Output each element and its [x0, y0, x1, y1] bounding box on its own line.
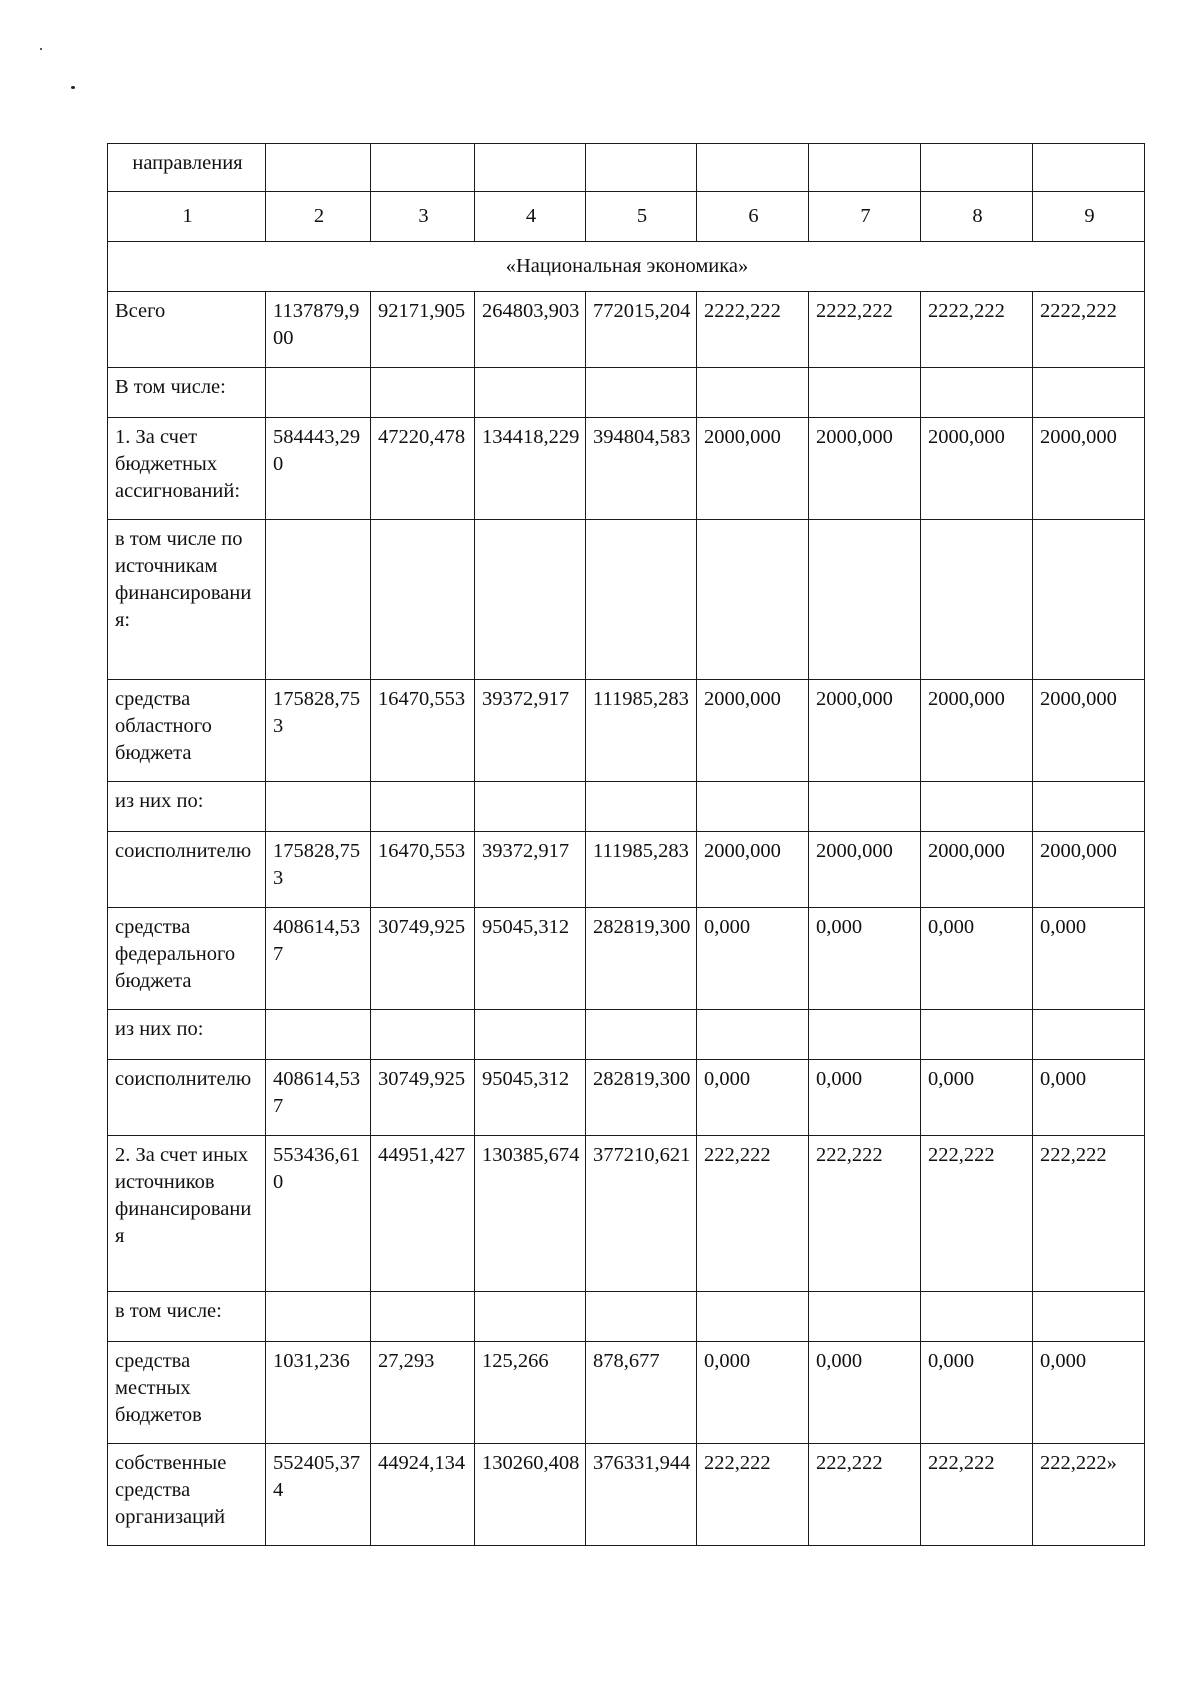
table-row: [108, 368, 1145, 418]
value-cell: 0,000: [1033, 1060, 1145, 1136]
value-cell: 408614,537: [266, 1060, 371, 1136]
row-label-cell: В том числе:: [108, 368, 266, 418]
header-empty-cell: [371, 144, 475, 192]
column-number-cell: 3: [371, 192, 475, 242]
value-cell: 47220,478: [371, 418, 475, 520]
table-row: [108, 1342, 1145, 1444]
value-cell: [809, 368, 921, 418]
value-cell: 30749,925: [371, 1060, 475, 1136]
value-cell: 0,000: [809, 908, 921, 1010]
header-row: [108, 144, 1145, 192]
value-cell: [1033, 1292, 1145, 1342]
value-cell: [371, 782, 475, 832]
value-cell: 408614,537: [266, 908, 371, 1010]
value-cell: 2222,222: [697, 292, 809, 368]
financing-table: [107, 143, 1145, 1546]
value-cell: [921, 782, 1033, 832]
column-number-cell: 1: [108, 192, 266, 242]
value-cell: [586, 520, 697, 680]
value-cell: [266, 1292, 371, 1342]
value-cell: [809, 1292, 921, 1342]
value-cell: 134418,229: [475, 418, 586, 520]
value-cell: 2000,000: [697, 418, 809, 520]
value-cell: [371, 1010, 475, 1060]
row-label-cell: Всего: [108, 292, 266, 368]
table-row: [108, 1292, 1145, 1342]
value-cell: 2000,000: [921, 418, 1033, 520]
value-cell: 222,222: [921, 1136, 1033, 1292]
value-cell: 0,000: [921, 908, 1033, 1010]
table-row: [108, 418, 1145, 520]
table-row: [108, 1060, 1145, 1136]
value-cell: 878,677: [586, 1342, 697, 1444]
value-cell: [266, 1010, 371, 1060]
value-cell: [475, 782, 586, 832]
value-cell: [1033, 520, 1145, 680]
scan-speck: [40, 48, 42, 50]
column-number-cell: 2: [266, 192, 371, 242]
value-cell: 16470,553: [371, 832, 475, 908]
column-number-cell: 7: [809, 192, 921, 242]
row-label-cell: средства областного бюджета: [108, 680, 266, 782]
value-cell: [921, 368, 1033, 418]
value-cell: 44924,134: [371, 1444, 475, 1546]
row-label-cell: средства федерального бюджета: [108, 908, 266, 1010]
value-cell: 0,000: [697, 1060, 809, 1136]
value-cell: [1033, 1010, 1145, 1060]
value-cell: 125,266: [475, 1342, 586, 1444]
value-cell: 0,000: [809, 1060, 921, 1136]
table-row: [108, 1136, 1145, 1292]
value-cell: 95045,312: [475, 1060, 586, 1136]
value-cell: 130385,674: [475, 1136, 586, 1292]
value-cell: 111985,283: [586, 680, 697, 782]
value-cell: 772015,204: [586, 292, 697, 368]
value-cell: 27,293: [371, 1342, 475, 1444]
row-label-cell: в том числе:: [108, 1292, 266, 1342]
value-cell: [697, 1292, 809, 1342]
section-title-row: [108, 242, 1145, 292]
value-cell: 222,222: [697, 1136, 809, 1292]
table-row: [108, 520, 1145, 680]
table-row: [108, 782, 1145, 832]
row-label-cell: соисполнителю: [108, 832, 266, 908]
value-cell: [266, 520, 371, 680]
row-label-cell: средства местных бюджетов: [108, 1342, 266, 1444]
header-empty-cell: [809, 144, 921, 192]
table-row: [108, 832, 1145, 908]
value-cell: 377210,621: [586, 1136, 697, 1292]
value-cell: [697, 368, 809, 418]
row-label-cell: 2. За счет иных источников финансирования: [108, 1136, 266, 1292]
value-cell: 552405,374: [266, 1444, 371, 1546]
value-cell: 0,000: [697, 908, 809, 1010]
value-cell: 39372,917: [475, 680, 586, 782]
value-cell: 16470,553: [371, 680, 475, 782]
value-cell: [475, 1292, 586, 1342]
value-cell: 264803,903: [475, 292, 586, 368]
value-cell: 222,222: [809, 1444, 921, 1546]
value-cell: 39372,917: [475, 832, 586, 908]
value-cell: 130260,408: [475, 1444, 586, 1546]
data-rows: [108, 292, 1145, 1546]
row-label-cell: в том числе по источникам финансирования:: [108, 520, 266, 680]
value-cell: 282819,300: [586, 1060, 697, 1136]
value-cell: [371, 1292, 475, 1342]
table-row: [108, 292, 1145, 368]
value-cell: 1031,236: [266, 1342, 371, 1444]
value-cell: 2000,000: [1033, 418, 1145, 520]
value-cell: [266, 782, 371, 832]
header-empty-cell: [586, 144, 697, 192]
value-cell: [697, 1010, 809, 1060]
column-number-cell: 8: [921, 192, 1033, 242]
value-cell: 44951,427: [371, 1136, 475, 1292]
scan-speck: [71, 86, 75, 89]
row-label-cell: из них по:: [108, 782, 266, 832]
value-cell: [921, 1292, 1033, 1342]
section-title: «Национальная экономика»: [108, 242, 1145, 292]
header-empty-cell: [1033, 144, 1145, 192]
value-cell: [371, 368, 475, 418]
value-cell: 2000,000: [1033, 832, 1145, 908]
value-cell: 0,000: [921, 1342, 1033, 1444]
value-cell: 2222,222: [1033, 292, 1145, 368]
header-empty-cell: [697, 144, 809, 192]
header-empty-cell: [475, 144, 586, 192]
value-cell: [809, 1010, 921, 1060]
value-cell: 1137879,900: [266, 292, 371, 368]
value-cell: [809, 782, 921, 832]
table-row: [108, 680, 1145, 782]
value-cell: 0,000: [1033, 908, 1145, 1010]
value-cell: 2000,000: [809, 418, 921, 520]
value-cell: [809, 520, 921, 680]
value-cell: 394804,583: [586, 418, 697, 520]
table-row: [108, 1444, 1145, 1546]
value-cell: 376331,944: [586, 1444, 697, 1546]
value-cell: [697, 520, 809, 680]
value-cell: [586, 368, 697, 418]
value-cell: 2000,000: [921, 832, 1033, 908]
value-cell: [586, 782, 697, 832]
value-cell: 2222,222: [809, 292, 921, 368]
value-cell: 30749,925: [371, 908, 475, 1010]
value-cell: 282819,300: [586, 908, 697, 1010]
value-cell: 2000,000: [697, 680, 809, 782]
row-label-cell: соисполнителю: [108, 1060, 266, 1136]
value-cell: 95045,312: [475, 908, 586, 1010]
table-row: [108, 908, 1145, 1010]
value-cell: 175828,753: [266, 832, 371, 908]
value-cell: [475, 520, 586, 680]
value-cell: 0,000: [809, 1342, 921, 1444]
value-cell: [586, 1010, 697, 1060]
value-cell: 222,222: [1033, 1136, 1145, 1292]
value-cell: [1033, 782, 1145, 832]
value-cell: [475, 1010, 586, 1060]
value-cell: [266, 368, 371, 418]
value-cell: 2222,222: [921, 292, 1033, 368]
value-cell: 0,000: [697, 1342, 809, 1444]
value-cell: 0,000: [921, 1060, 1033, 1136]
value-cell: 2000,000: [921, 680, 1033, 782]
value-cell: [371, 520, 475, 680]
value-cell: 0,000: [1033, 1342, 1145, 1444]
column-number-cell: 9: [1033, 192, 1145, 242]
row-label-cell: 1. За счет бюджетных ассигнований:: [108, 418, 266, 520]
value-cell: [475, 368, 586, 418]
value-cell: 222,222: [809, 1136, 921, 1292]
value-cell: 222,222: [697, 1444, 809, 1546]
value-cell: 2000,000: [697, 832, 809, 908]
header-label-cell: направления: [108, 144, 266, 192]
value-cell: [697, 782, 809, 832]
column-number-cell: 5: [586, 192, 697, 242]
column-number-row: [108, 192, 1145, 242]
row-label-cell: собственные средства организаций: [108, 1444, 266, 1546]
value-cell: 2000,000: [809, 832, 921, 908]
value-cell: 553436,610: [266, 1136, 371, 1292]
value-cell: 2000,000: [809, 680, 921, 782]
value-cell: 2000,000: [1033, 680, 1145, 782]
value-cell: 584443,290: [266, 418, 371, 520]
value-cell: [921, 520, 1033, 680]
value-cell: 111985,283: [586, 832, 697, 908]
column-number-cell: 6: [697, 192, 809, 242]
value-cell: 92171,905: [371, 292, 475, 368]
value-cell: 175828,753: [266, 680, 371, 782]
header-empty-cell: [266, 144, 371, 192]
value-cell: [921, 1010, 1033, 1060]
value-cell: 222,222»: [1033, 1444, 1145, 1546]
header-empty-cell: [921, 144, 1033, 192]
row-label-cell: из них по:: [108, 1010, 266, 1060]
table-row: [108, 1010, 1145, 1060]
value-cell: [1033, 368, 1145, 418]
value-cell: 222,222: [921, 1444, 1033, 1546]
column-number-cell: 4: [475, 192, 586, 242]
value-cell: [586, 1292, 697, 1342]
